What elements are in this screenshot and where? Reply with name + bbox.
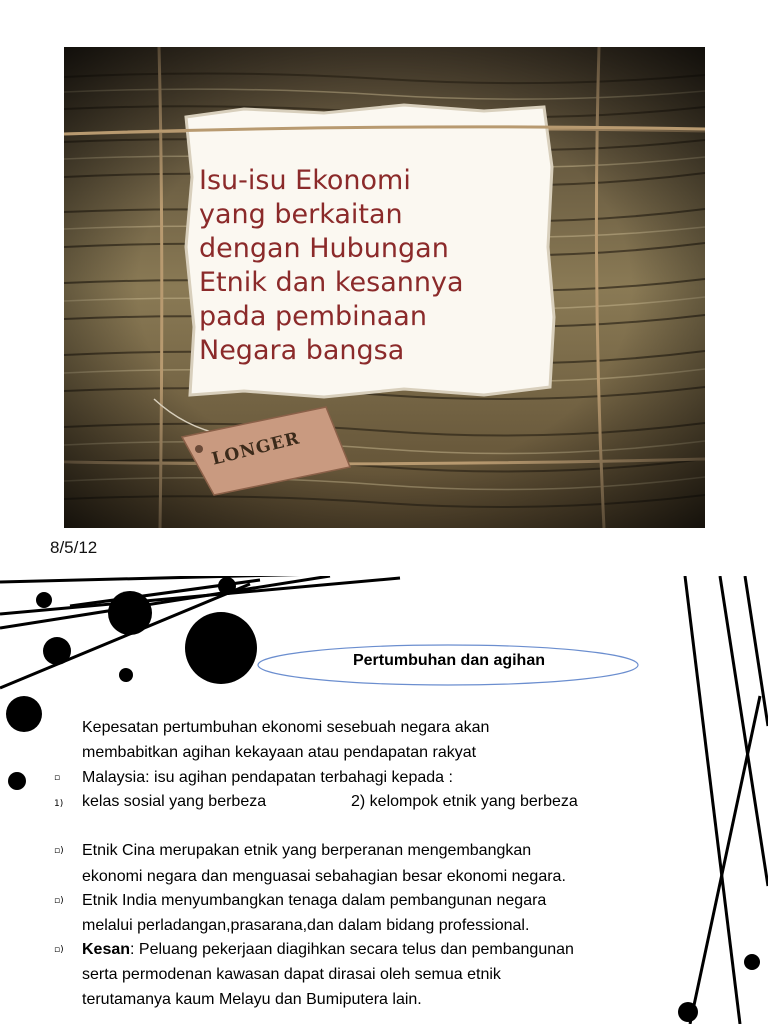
- kesan-label: Kesan: [82, 941, 131, 958]
- text-line: serta permodenan kawasan dapat dirasai oleh semua etnik: [82, 966, 501, 983]
- bullet-marker: ▫): [54, 896, 64, 906]
- slide-title: Isu-isu Ekonomi yang berkaitan dengan Hubungan Etnik dan kesannya pada pembinaan Negara bangsa: [199, 165, 464, 366]
- slide-heading: Pertumbuhan dan agihan: [352, 652, 545, 669]
- text-line: Etnik India menyumbangkan tenaga dalam pembangunan negara: [82, 892, 547, 909]
- bullet-marker: ▫: [54, 773, 61, 783]
- text-line: terutamanya kaum Melayu dan Bumiputera lain.: [82, 991, 422, 1008]
- bullet-marker: ▫): [54, 945, 64, 955]
- text-line: Malaysia: isu agihan pendapatan terbahagi kepada :: [82, 769, 453, 786]
- text-line: 2) kelompok etnik yang berbeza: [351, 793, 578, 810]
- text-line: kelas sosial yang berbeza: [82, 793, 267, 810]
- kesan-text: : Peluang pekerjaan diagihkan secara telus dan pembangunan: [130, 941, 574, 958]
- text-line: Kepesatan pertumbuhan ekonomi sesebuah negara akan: [82, 719, 490, 736]
- text-line: membabitkan agihan kekayaan atau pendapatan rakyat: [82, 744, 477, 761]
- title-slide: [64, 47, 705, 528]
- bullet-marker: ▫): [54, 846, 64, 856]
- content-slide: [0, 576, 768, 1024]
- tag-label: LONGER: [209, 428, 302, 470]
- slide-date: 8/5/12: [50, 538, 98, 557]
- text-line: Etnik Cina merupakan etnik yang berperanan mengembangkan: [82, 842, 532, 859]
- text-line: melalui perladangan,prasarana,dan dalam bidang professional.: [82, 917, 530, 934]
- bullet-marker: 1): [54, 799, 64, 809]
- text-line: ekonomi negara dan menguasai sebahagian besar ekonomi negara.: [82, 868, 566, 885]
- text-line: [82, 941, 574, 959]
